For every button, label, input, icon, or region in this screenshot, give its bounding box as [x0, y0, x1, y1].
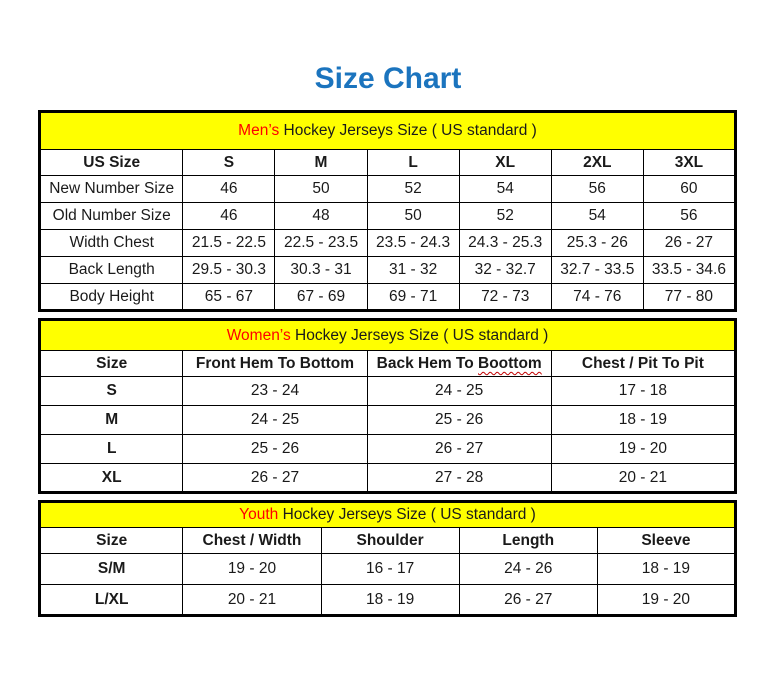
- size-cell: 22.5 - 23.5: [275, 230, 367, 257]
- size-cell: 20 - 21: [183, 585, 321, 616]
- size-cell: 21.5 - 22.5: [183, 230, 275, 257]
- table-row: [40, 554, 736, 585]
- row-label: Width Chest: [40, 230, 183, 257]
- column-header: [40, 150, 183, 176]
- size-cell: 20 - 21: [551, 464, 735, 493]
- size-cell: 50: [275, 176, 367, 203]
- column-header-row: [40, 351, 736, 377]
- size-cell: 24 - 25: [367, 377, 551, 406]
- column-header-text: XL: [495, 153, 516, 171]
- column-header-text: S: [223, 153, 235, 171]
- column-header-text: L: [408, 153, 418, 171]
- womens-size-table: [38, 318, 737, 494]
- row-label: M: [40, 406, 183, 435]
- size-cell: 19 - 20: [551, 435, 735, 464]
- column-header: [275, 150, 367, 176]
- column-header: [183, 150, 275, 176]
- column-header-text: Size: [96, 354, 128, 372]
- size-cell: 18 - 19: [321, 585, 459, 616]
- size-cell: 24.3 - 25.3: [459, 230, 551, 257]
- size-cell: 52: [459, 203, 551, 230]
- size-cell: 17 - 18: [551, 377, 735, 406]
- column-header-text: Chest / Width: [202, 531, 302, 549]
- size-cell: 27 - 28: [367, 464, 551, 493]
- page-title: Size Chart: [314, 62, 462, 95]
- table-row: [40, 203, 736, 230]
- table-row: [40, 377, 736, 406]
- size-cell: 26 - 27: [183, 464, 367, 493]
- column-header: [459, 150, 551, 176]
- size-cell: 25 - 26: [367, 406, 551, 435]
- column-header-text: Length: [502, 531, 555, 549]
- column-header-text: M: [314, 153, 328, 171]
- section-banner: [40, 320, 736, 351]
- section-banner: [40, 112, 736, 150]
- row-label: New Number Size: [40, 176, 183, 203]
- size-cell: 69 - 71: [367, 284, 459, 311]
- size-cell: 23.5 - 24.3: [367, 230, 459, 257]
- column-header-row: [40, 150, 736, 176]
- row-label: S/M: [40, 554, 183, 585]
- column-header-row: [40, 528, 736, 554]
- column-header: [551, 150, 643, 176]
- table-row: [40, 406, 736, 435]
- column-header: [551, 351, 735, 377]
- table-row: [40, 464, 736, 493]
- section-banner-highlight: Men’s: [238, 122, 280, 140]
- size-cell: 26 - 27: [643, 230, 735, 257]
- size-cell: 19 - 20: [183, 554, 321, 585]
- column-header: [40, 528, 183, 554]
- size-cell: 67 - 69: [275, 284, 367, 311]
- column-header: [321, 528, 459, 554]
- size-cell: 54: [459, 176, 551, 203]
- table-row: [40, 230, 736, 257]
- section-banner-highlight: Youth: [239, 506, 279, 524]
- section-banner: [40, 502, 736, 528]
- row-label: Old Number Size: [40, 203, 183, 230]
- size-cell: 52: [367, 176, 459, 203]
- size-cell: 18 - 19: [551, 406, 735, 435]
- column-header: [459, 528, 597, 554]
- size-cell: 24 - 26: [459, 554, 597, 585]
- row-label: XL: [40, 464, 183, 493]
- section-banner-highlight: Women’s: [226, 326, 291, 344]
- column-header-text: Front Hem To Bottom: [195, 354, 355, 372]
- column-header: [183, 351, 367, 377]
- table-row: [40, 176, 736, 203]
- size-cell: 32 - 32.7: [459, 257, 551, 284]
- size-cell: 26 - 27: [459, 585, 597, 616]
- table-row: [40, 435, 736, 464]
- column-header: [597, 528, 735, 554]
- size-cell: 23 - 24: [183, 377, 367, 406]
- column-header: [367, 351, 551, 377]
- section-banner-text: Hockey Jerseys Size ( US standard ): [290, 326, 549, 344]
- row-label: Body Height: [40, 284, 183, 311]
- size-cell: 50: [367, 203, 459, 230]
- size-cell: 24 - 25: [183, 406, 367, 435]
- row-label: Back Length: [40, 257, 183, 284]
- size-cell: 72 - 73: [459, 284, 551, 311]
- table-row: [40, 284, 736, 311]
- column-header: [367, 150, 459, 176]
- misspelled-word: Boottom: [478, 354, 542, 372]
- size-cell: 25 - 26: [183, 435, 367, 464]
- section-banner-text: Hockey Jerseys Size ( US standard ): [279, 122, 537, 140]
- column-header-text: Chest / Pit To Pit: [581, 354, 704, 372]
- size-cell: 56: [643, 203, 735, 230]
- size-cell: 54: [551, 203, 643, 230]
- row-label: S: [40, 377, 183, 406]
- size-cell: 30.3 - 31: [275, 257, 367, 284]
- size-cell: 60: [643, 176, 735, 203]
- mens-size-table: [38, 110, 737, 312]
- size-cell: 18 - 19: [597, 554, 735, 585]
- column-header: [183, 528, 321, 554]
- row-label: L: [40, 435, 183, 464]
- size-cell: 25.3 - 26: [551, 230, 643, 257]
- column-header: [40, 351, 183, 377]
- size-cell: 19 - 20: [597, 585, 735, 616]
- tables-container: [0, 110, 776, 617]
- size-cell: 29.5 - 30.3: [183, 257, 275, 284]
- size-cell: 74 - 76: [551, 284, 643, 311]
- size-cell: 77 - 80: [643, 284, 735, 311]
- column-header: [643, 150, 735, 176]
- section-banner-row: [40, 320, 736, 351]
- column-header-text: Back Hem To: [376, 354, 478, 372]
- column-header-text: Sleeve: [641, 531, 691, 549]
- size-cell: 31 - 32: [367, 257, 459, 284]
- column-header-text: 2XL: [583, 153, 612, 171]
- column-header-text: US Size: [83, 153, 141, 171]
- size-cell: 33.5 - 34.6: [643, 257, 735, 284]
- size-cell: 46: [183, 203, 275, 230]
- column-header-text: 3XL: [674, 153, 704, 171]
- youth-size-table: [38, 500, 737, 617]
- table-row: [40, 585, 736, 616]
- size-cell: 46: [183, 176, 275, 203]
- table-row: [40, 257, 736, 284]
- size-cell: 56: [551, 176, 643, 203]
- size-cell: 26 - 27: [367, 435, 551, 464]
- size-cell: 16 - 17: [321, 554, 459, 585]
- size-cell: 32.7 - 33.5: [551, 257, 643, 284]
- section-banner-row: [40, 112, 736, 150]
- row-label: L/XL: [40, 585, 183, 616]
- section-banner-text: Hockey Jerseys Size ( US standard ): [278, 506, 536, 524]
- size-cell: 65 - 67: [183, 284, 275, 311]
- column-header-text: Size: [96, 531, 128, 549]
- section-banner-row: [40, 502, 736, 528]
- size-cell: 48: [275, 203, 367, 230]
- column-header-text: Shoulder: [356, 531, 424, 549]
